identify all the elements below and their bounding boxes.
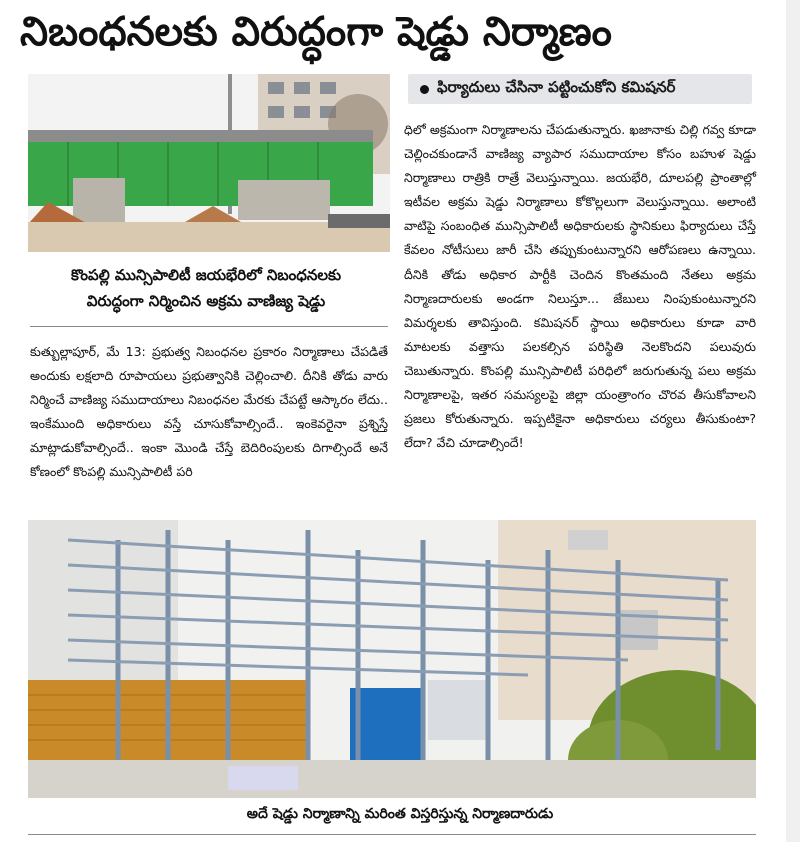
article-body-left-column: కుత్బుల్లాపూర్, మే 13: ప్రభుత్వ నిబంధనల ప్రకారం నిర్మాణాలు చేపడితే అందుకు లక్షలాది రూపాయలు ప్రభుత్వానికి చెల్లించాలి. దీనికి తోడు వారు నిర్మించే వాణిజ్య సముదాయాలు నిబంధనల మేరకు చేపట్టే ఆస్కారం లేదు.. ఇంకేముంది అధికారులు వస్తే చూసుకోవాల్సిందే.. ఇంకెవరైనా ప్రశ్నిస్తే మాట్లాడుకోవాల్సిందే.. ఇంకా మొండి చేస్తే బెదిరింపులకు దిగాల్సిందే అనే కోణంలో కొంపల్లి మున్సిపాలిటీ పరి (30, 344, 388, 479)
article-headline: నిబంధనలకు విరుద్ధంగా షెడ్డు నిర్మాణం (20, 9, 612, 55)
photo-green-shed (28, 74, 390, 252)
photo-steel-frame-construction (28, 520, 756, 798)
bottom-rule (28, 834, 756, 835)
subheadline-text: ఫిర్యాదులు చేసినా పట్టించుకోని కమిషనర్ (437, 78, 676, 96)
article-body-right-column: ధిలో అక్రమంగా నిర్మాణాలను చేపడుతున్నారు. ఖజానాకు చిల్లి గవ్వ కూడా చెల్లించకుండానే వాణిజ్య వ్యాపార సముదాయాల కోసం బహుళ షెడ్డు నిర్మాణాలు రాత్రికి రాత్రే వెలుస్తున్నాయి. జయభేరి, దూలపల్లి ప్రాంతాల్లో ఇటీవల అక్రమ షెడ్డు నిర్మాణాలు కోకొల్లలుగా వెలుస్తున్నాయి. అలాంటి వాటిపై సంబంధిత మున్సిపాలిటీ అధికారులకు స్థానికులు ఫిర్యాదులు చేస్తే కేవలం నోటీసులు జారీ చేసి తప్పుకుంటున్నారని ఆరోపణలు ఉన్నాయి. దీనికి తోడు అధికార పార్టీకి చెందిన కొంతమంది నేతలు అక్రమ నిర్మాణదారులకు అండగా నిలుస్తూ... జేబులు నింపుకుంటున్నారని విమర్శలకు తావిస్తుంది. కమిషనర్ స్థాయి అధికారులు కూడా వారి మాటలకు వత్తాసు పలకల్సిన పరిస్థితి నెలకొందని పలువురు చెబుతున్నారు. కొంపల్లి మున్సిపాలిటీ పరిధిలో జరుగుతున్న పలు అక్రమ నిర్మాణాలపై, ఇతర సమస్యలపై జిల్లా యంత్రాంగం చొరవ తీసుకోవాలని ప్రజలు కోరుతున్నారు. ఇప్పటికైనా అధికారులు చర్యలు తీసుకుంటా? లేదా? వేచి చూడాల్సిందే! (404, 122, 756, 451)
page-edge (786, 0, 800, 842)
bullet-icon (420, 85, 429, 94)
caption-divider (30, 326, 388, 327)
photo-bottom-caption: అదే షెడ్డు నిర్మాణాన్ని మరింత విస్తరిస్తున్న నిర్మాణదారుడు (246, 806, 554, 822)
subheadline-box (408, 74, 752, 104)
photo-top-caption: కొంపల్లి మున్సిపాలిటీ జయభేరిలో నిబంధనలకు విరుద్ధంగా నిర్మించిన అక్రమ వాణిజ్య షెడ్డు (70, 266, 342, 310)
